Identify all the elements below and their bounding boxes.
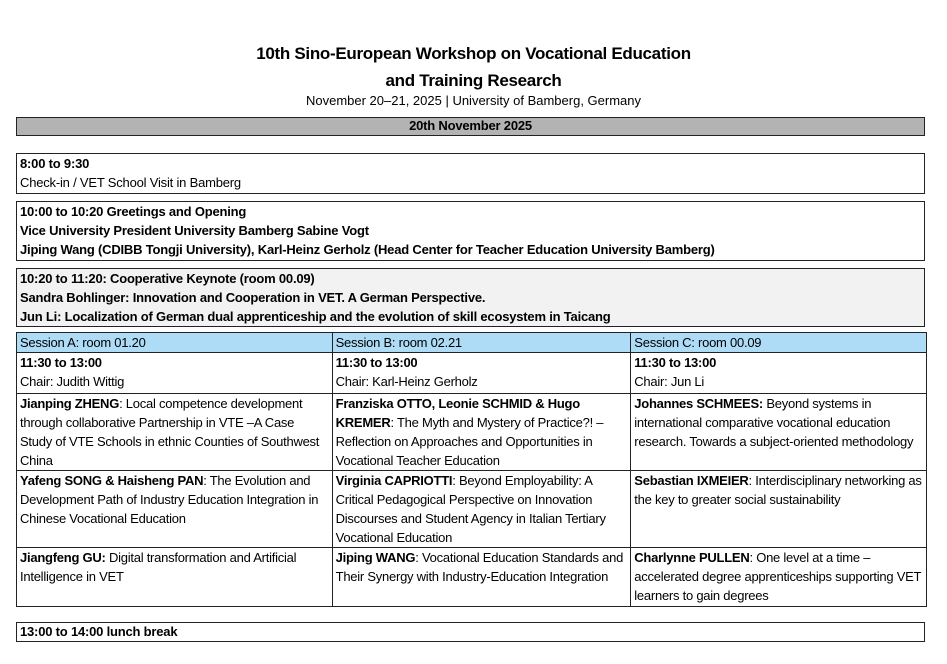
talk-authors: Jiping WANG xyxy=(335,550,416,565)
talk-authors: Yafeng SONG & Haisheng PAN xyxy=(20,473,204,488)
title-line-2: and Training Research xyxy=(385,71,562,90)
talk xyxy=(332,548,631,607)
session-a-header: Session A: room 01.20 xyxy=(17,333,333,353)
talk xyxy=(17,394,333,471)
session-chair: Chair: Karl-Heinz Gerholz xyxy=(335,374,478,389)
session-b-header: Session B: room 02.21 xyxy=(332,333,631,353)
block-line: Jiping Wang (CDIBB Tongji University), Karl-Heinz Gerholz (Head Center for Teacher Education University Bamberg) xyxy=(20,242,715,257)
sessions-table xyxy=(16,332,927,607)
talk xyxy=(332,394,631,471)
block-line: Vice University President University Bamberg Sabine Vogt xyxy=(20,223,369,238)
session-c-info xyxy=(631,353,927,394)
block-keynote xyxy=(16,268,925,327)
talk-title: : Local competence development through collaborative Partnership in VTE –A Case Study of VTE Schools in ethnic Counties of Southwest China xyxy=(20,396,320,468)
document-title xyxy=(0,40,947,94)
talk xyxy=(631,394,927,471)
block-line: Jun Li: Localization of German dual apprenticeship and the evolution of skill ecosystem in Taicang xyxy=(20,309,611,324)
session-chair: Chair: Jun Li xyxy=(634,374,705,389)
talk xyxy=(17,471,333,548)
talk-title: : The Evolution and Development Path of Industry Education Integration in Chinese Vocational Education xyxy=(20,473,319,526)
block-time: 10:20 to 11:20: Cooperative Keynote (room 00.09) xyxy=(20,271,315,286)
table-row xyxy=(17,548,927,607)
session-a-info xyxy=(17,353,333,394)
block-checkin xyxy=(16,153,925,194)
talk-title: Digital transformation and Artificial Intelligence in VET xyxy=(20,550,297,584)
talk-authors: Jianping ZHENG xyxy=(20,396,120,411)
talk-authors: Charlynne PULLEN xyxy=(634,550,750,565)
subtitle: November 20–21, 2025 | University of Bamberg, Germany xyxy=(305,93,642,108)
session-chair: Chair: Judith Wittig xyxy=(20,374,125,389)
talk-title: : Vocational Education Standards and Their Synergy with Industry-Education Integration xyxy=(335,550,624,584)
title-line-1: 10th Sino-European Workshop on Vocational Education xyxy=(256,44,691,63)
session-time: 11:30 to 13:00 xyxy=(335,355,418,370)
table-row xyxy=(17,394,927,471)
table-row xyxy=(17,471,927,548)
session-b-info xyxy=(332,353,631,394)
block-line: Check-in / VET School Visit in Bamberg xyxy=(20,175,241,190)
talk-title: Beyond systems in international comparative vocational education research. Towards a subject-oriented methodology xyxy=(634,396,914,449)
talk-authors: Virginia CAPRIOTTI xyxy=(335,473,453,488)
talk-title: : Beyond Employability: A Critical Pedagogical Perspective on Innovation Discourses and Student Agency in Italian Tertiary Vocational Education xyxy=(335,473,606,545)
session-c-header: Session C: room 00.09 xyxy=(631,333,927,353)
talk xyxy=(332,471,631,548)
block-line: Sandra Bohlinger: Innovation and Cooperation in VET. A German Perspective. xyxy=(20,290,486,305)
talk-title: : Interdisciplinary networking as the key to greater social sustainability xyxy=(634,473,922,507)
block-time: 10:00 to 10:20 Greetings and Opening xyxy=(20,204,247,219)
day-header: 20th November 2025 xyxy=(16,117,925,136)
block-time: 8:00 to 9:30 xyxy=(20,156,90,171)
table-row xyxy=(17,353,927,394)
talk-title: : One level at a time – accelerated degree apprenticeships supporting VET learners to gain degrees xyxy=(634,550,921,603)
lunch-break: 13:00 to 14:00 lunch break xyxy=(16,622,925,642)
block-opening xyxy=(16,201,925,261)
sessions-header-row xyxy=(17,333,927,353)
session-time: 11:30 to 13:00 xyxy=(20,355,102,370)
talk-authors: Sebastian IXMEIER xyxy=(634,473,749,488)
talk xyxy=(631,548,927,607)
talk xyxy=(631,471,927,548)
talk-title: : The Myth and Mystery of Practice?! – Reflection on Approaches and Opportunities in Vocational Teacher Education xyxy=(335,415,604,468)
talk-authors: Johannes SCHMEES: xyxy=(634,396,763,411)
talk xyxy=(17,548,333,607)
session-time: 11:30 to 13:00 xyxy=(634,355,717,370)
talk-authors: Franziska OTTO, Leonie SCHMID & Hugo KREMER xyxy=(335,396,580,430)
talk-authors: Jiangfeng GU: xyxy=(20,550,106,565)
